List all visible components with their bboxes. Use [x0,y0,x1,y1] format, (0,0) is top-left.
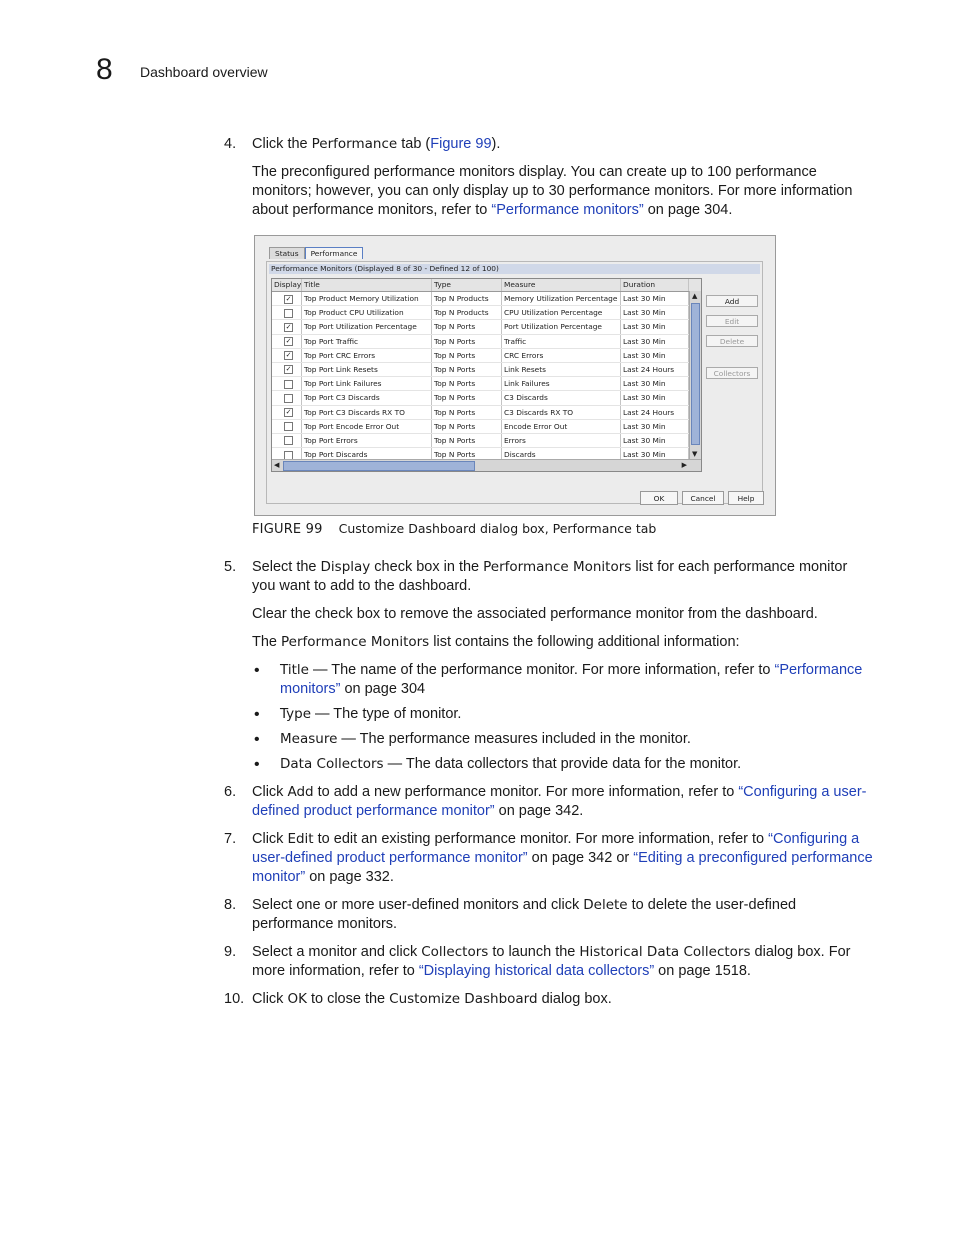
table-row[interactable] [272,391,701,405]
measure-cell: Memory Utilization Percentage [502,292,621,305]
type-cell: Top N Ports [432,391,502,404]
edit-button[interactable]: Edit [706,315,758,327]
measure-cell: Encode Error Out [502,420,621,433]
step-number: 4. [224,136,237,152]
type-cell: Top N Ports [432,335,502,348]
measure-cell: Link Resets [502,363,621,376]
title-cell: Top Product CPU Utilization [302,306,432,319]
step-paragraph [252,163,874,220]
bullet-icon: • [254,756,260,773]
ui-term: Data Collectors [280,756,384,772]
title-cell: Top Port C3 Discards RX TO [302,406,432,419]
add-button[interactable]: Add [706,295,758,307]
title-cell: Top Port Errors [302,434,432,447]
paragraph-text: on page 304. [643,202,733,218]
bullet-text: — The performance measures included in the monitor. [337,731,691,747]
figure-link[interactable]: Figure 99 [430,136,492,152]
step-number: 8. [224,897,237,913]
duration-cell: Last 30 Min [621,420,689,433]
title-cell: Top Port C3 Discards [302,391,432,404]
step-text: to launch the [488,944,580,960]
bullet-icon: • [254,731,260,748]
type-cell: Top N Ports [432,406,502,419]
display-checkbox[interactable] [284,394,293,403]
table-row[interactable] [272,320,701,334]
title-cell: Top Port Link Resets [302,363,432,376]
duration-cell: Last 30 Min [621,377,689,390]
ui-term: Measure [280,731,338,747]
scroll-up-icon[interactable]: ▲ [692,292,698,300]
scroll-down-icon[interactable]: ▼ [692,450,698,458]
measure-cell: CPU Utilization Percentage [502,306,621,319]
measure-cell: Errors [502,434,621,447]
steps-5-to-10 [224,558,874,1009]
type-cell: Top N Ports [432,320,502,333]
step-paragraph [252,633,874,652]
table-body [272,292,701,462]
table-row[interactable] [272,377,701,391]
title-cell: Top Port Traffic [302,335,432,348]
ui-term: Title [280,662,309,678]
step-4 [224,135,874,220]
display-checkbox[interactable] [284,436,293,445]
display-checkbox-cell [272,420,302,433]
bullet-item [224,705,874,724]
ui-term: Display [320,559,371,575]
monitors-table [271,278,702,472]
display-checkbox[interactable]: ✓ [285,294,292,303]
cancel-button[interactable]: Cancel [682,491,724,505]
type-cell: Top N Ports [432,434,502,447]
display-checkbox[interactable] [284,380,293,389]
step-number: 5. [224,559,237,575]
duration-cell: Last 30 Min [621,306,689,319]
display-checkbox-cell [272,434,302,447]
table-row[interactable] [272,292,701,306]
title-cell: Top Port Encode Error Out [302,420,432,433]
paragraph-text: The preconfigured performance monitors display. You can create up to 100 performance monitors; however, you can only display up to 30 performance monitors. For more information about performance monitors, refer to [252,164,853,218]
display-checkbox-cell [272,335,302,348]
step-text: on page 342. [494,803,584,819]
bullet-text: — The type of monitor. [311,706,462,722]
measure-cell: Port Utilization Percentage [502,320,621,333]
duration-cell: Last 24 Hours [621,406,689,419]
help-button[interactable]: Help [728,491,764,505]
type-cell: Top N Products [432,306,502,319]
type-cell: Top N Ports [432,377,502,390]
step-text: Select one or more user-defined monitors and click [252,897,584,913]
type-cell: Top N Ports [432,363,502,376]
horizontal-scroll-thumb[interactable] [283,461,475,471]
collectors-button[interactable]: Collectors [706,367,758,379]
step-5 [224,558,874,596]
bullet-item [224,730,874,749]
scroll-right-icon[interactable]: ▶ [681,461,687,469]
step-text: Click [252,991,288,1007]
ui-term: Performance Monitors [483,559,632,575]
step-text: list for each performance monitor you want to add to the dashboard. [252,559,848,594]
table-row[interactable] [272,349,701,363]
figure-label: FIGURE 99 [252,522,323,537]
ui-term: Add [287,784,314,800]
column-header-display[interactable]: Display [274,280,302,289]
scroll-left-icon[interactable]: ◀ [274,461,280,469]
step-text: Click the [252,136,312,152]
bullet-icon: • [254,662,260,679]
horizontal-scrollbar[interactable] [272,459,701,471]
display-checkbox-cell [272,306,302,319]
step-text: to delete the user-defined performance monitors. [252,897,797,932]
step-text: on page 1518. [654,963,751,979]
ui-term: Collectors [421,944,489,960]
bullet-icon: • [254,706,260,723]
step-text: to close the [306,991,390,1007]
figure-caption [252,521,656,537]
step-text: tab ( [397,136,431,152]
tab-bar [269,247,363,259]
display-checkbox[interactable]: ✓ [285,351,292,360]
type-cell: Top N Ports [432,349,502,362]
cross-reference-link[interactable]: “Displaying historical data collectors” [418,963,655,979]
title-cell: Top Port CRC Errors [302,349,432,362]
type-cell: Top N Ports [432,420,502,433]
display-checkbox-cell [272,292,302,305]
title-cell: Top Port Link Failures [302,377,432,390]
table-row[interactable] [272,335,701,349]
column-header-title[interactable]: Title [302,279,432,291]
step-10 [224,990,874,1009]
duration-cell: Last 30 Min [621,349,689,362]
step-7 [224,830,874,887]
step-text: Click [252,831,288,847]
display-checkbox-cell [272,391,302,404]
duration-cell: Last 30 Min [621,320,689,333]
column-header-duration[interactable]: Duration [621,279,689,291]
table-row[interactable] [272,420,701,434]
duration-cell: Last 30 Min [621,335,689,348]
measure-cell: CRC Errors [502,349,621,362]
tab-status[interactable]: Status [269,247,305,259]
step-number: 10. [224,991,245,1007]
duration-cell: Last 24 Hours [621,363,689,376]
measure-cell: C3 Discards [502,391,621,404]
step-text: on page 332. [305,869,394,885]
duration-cell: Last 30 Min [621,292,689,305]
vertical-scrollbar[interactable] [689,291,701,459]
ok-button[interactable]: OK [640,491,678,505]
step-number: 9. [224,944,237,960]
bullet-text: — The name of the performance monitor. For more information, refer to [308,662,775,678]
display-checkbox[interactable]: ✓ [285,408,292,416]
step-text: Select a monitor and click [252,944,422,960]
customize-dashboard-dialog [254,235,776,516]
column-header-type[interactable]: Type [432,279,502,291]
measure-cell: Link Failures [502,377,621,390]
display-checkbox-cell [272,406,302,419]
column-header-measure[interactable]: Measure [502,279,621,291]
step-text: dialog box. For more information, refer to [252,944,851,979]
display-checkbox[interactable] [284,422,293,431]
table-row[interactable] [272,434,701,448]
group-title: Performance Monitors (Displayed 8 of 30 - Defined 12 of 100) [269,264,760,274]
step-text: Select the [252,559,321,575]
table-row[interactable] [272,363,701,377]
cross-reference-link[interactable]: “Configuring a user-defined product performance monitor” [252,784,867,819]
measure-cell: Traffic [502,335,621,348]
running-header: Dashboard overview [140,64,268,80]
type-cell: Top N Ports [432,448,502,461]
ui-term: Edit [287,831,314,847]
ui-term: Performance [311,136,398,152]
step-6 [224,783,874,821]
step-text: dialog box. [537,991,612,1007]
step-9 [224,943,874,981]
ui-term: Customize Dashboard [389,991,538,1007]
figure-caption-text: Customize Dashboard dialog box, Performance tab [338,521,657,536]
step-8 [224,896,874,934]
bullet-item [224,755,874,774]
ui-term: Performance Monitors [281,634,430,650]
ui-term: Historical Data Collectors [579,944,751,960]
display-checkbox[interactable]: ✓ [285,322,292,331]
vertical-scroll-thumb[interactable] [691,303,700,445]
display-checkbox[interactable]: ✓ [285,365,292,374]
title-cell: Top Port Utilization Percentage [302,320,432,333]
cross-reference-link[interactable]: “Performance monitors” [280,662,863,697]
paragraph-text: list contains the following additional information: [429,634,740,650]
step-text: ). [491,136,501,152]
cross-reference-link[interactable]: “Performance monitors” [491,202,644,218]
step-text: check box in the [370,559,484,575]
paragraph-text: The [252,634,282,650]
measure-cell: C3 Discards RX TO [502,406,621,419]
duration-cell: Last 30 Min [621,434,689,447]
performance-monitors-group [266,261,763,504]
display-checkbox[interactable]: ✓ [285,337,292,346]
table-row[interactable] [272,406,701,420]
ui-term: OK [287,991,307,1007]
bullet-item [224,661,874,699]
display-checkbox-cell [272,349,302,362]
ui-term: Delete [583,897,628,913]
step-text: Click [252,784,288,800]
table-header [272,279,701,292]
measure-cell: Discards [502,448,621,461]
step-text: to edit an existing performance monitor. For more information, refer to [313,831,769,847]
step-text: to add a new performance monitor. For more information, refer to [313,784,739,800]
step-paragraph: Clear the check box to remove the associated performance monitor from the dashboard. [252,606,818,622]
bullet-text: on page 304 [340,681,426,697]
display-checkbox-cell [272,320,302,333]
cross-reference-link[interactable]: “Configuring a user-defined product performance monitor” [252,831,860,866]
duration-cell: Last 30 Min [621,448,689,461]
title-cell: Top Product Memory Utilization [302,292,432,305]
step-text: on page 342 or [527,850,634,866]
display-checkbox[interactable] [284,309,293,318]
display-checkbox-cell [272,363,302,376]
ui-term: Type [280,706,312,722]
tab-performance[interactable]: Performance [305,247,364,259]
type-cell: Top N Products [432,292,502,305]
cross-reference-link[interactable]: “Editing a preconfigured performance monitor” [252,850,873,885]
chapter-number: 8 [96,53,113,86]
step-number: 6. [224,784,237,800]
bullet-text: — The data collectors that provide data for the monitor. [383,756,742,772]
delete-button[interactable]: Delete [706,335,758,347]
title-cell: Top Port Discards [302,448,432,461]
duration-cell: Last 30 Min [621,391,689,404]
table-row[interactable] [272,306,701,320]
display-checkbox-cell [272,377,302,390]
step-number: 7. [224,831,237,847]
